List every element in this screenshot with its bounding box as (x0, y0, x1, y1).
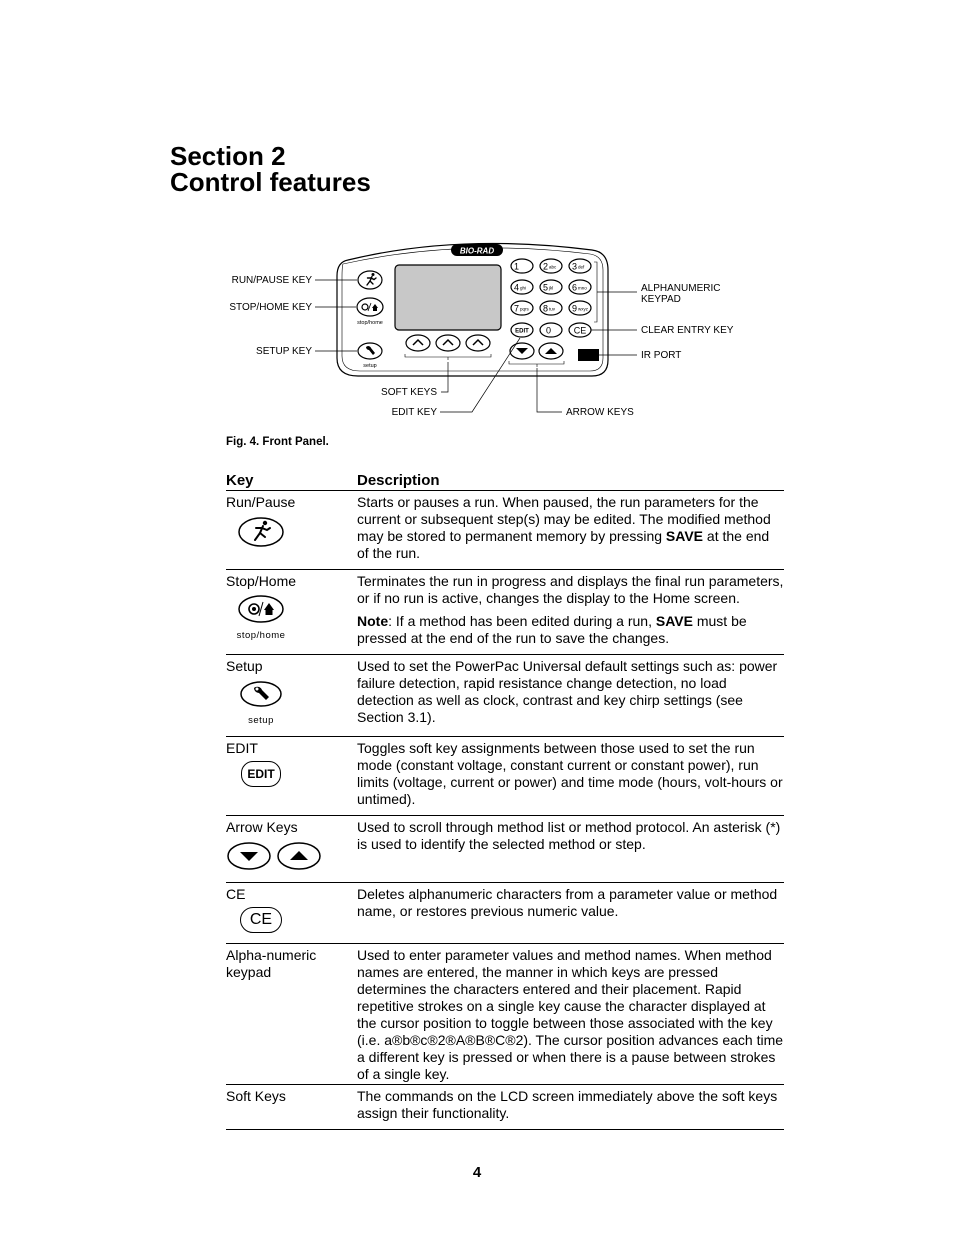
edit-key[interactable] (511, 323, 533, 337)
run-pause-key-icon (236, 515, 286, 549)
soft-key-1[interactable] (406, 335, 430, 351)
alphanumeric-keypad (511, 259, 591, 315)
keypad-digit: 9 (572, 303, 578, 314)
ir-port (578, 349, 599, 361)
stop-home-key[interactable] (357, 298, 383, 326)
keypad-letters: abc (549, 264, 557, 270)
setup-key-icon (236, 679, 286, 709)
stop-home-description: Terminates the run in progress and displays the final run parameters, or if no run is active, changes the display to the Home screen. (357, 573, 784, 606)
keypad-key-4[interactable] (511, 280, 533, 294)
keypad-digit: 2 (543, 261, 549, 272)
ir-port-callout: IR PORT (641, 350, 682, 361)
keypad-callout: KEYPAD (641, 294, 681, 305)
arrow-description: Used to scroll through method list or method protocol. An asterisk (*) is used to identify the selected method or step. (357, 819, 781, 852)
table-row (226, 655, 784, 737)
keypad-digit: 8 (543, 303, 549, 314)
table-row (226, 491, 784, 570)
keypad-letters: mno (578, 285, 587, 291)
figure-caption: Fig. 4. Front Panel. (226, 436, 329, 448)
setup-description: Used to set the PowerPac Universal default settings such as: power failure detection, rapid resistance change detection, no load detection as well as clock, contrast and key chirp settings (see Section 3.1). (357, 658, 778, 725)
key-name: Stop/Home (226, 573, 297, 589)
keypad-key-7[interactable] (511, 301, 533, 315)
keypad-key-1[interactable] (511, 259, 533, 273)
setup-callout: SETUP KEY (256, 346, 312, 357)
alpha-description: Used to enter parameter values and method names. When method names are entered, the manner in which keys are pressed determines the characters entered and their placement. Rapid repetitive strokes on a single key cause the character displayed at the cursor position to toggle between those associated with the key (i.e. a®b®c®2®A®B®C®2). The cursor position advances each time a different key is pressed or when there is a pause between strokes of a single key. (357, 947, 784, 1082)
section-number: Section 2 (170, 141, 286, 171)
soft-keys-callout: SOFT KEYS (381, 387, 437, 398)
soft-key-3[interactable] (466, 335, 490, 351)
stop-home-note: Note: If a method has been edited during a run, SAVE must be pressed at the end of the run to save the changes. (357, 613, 747, 646)
keypad-key-3[interactable] (569, 259, 591, 273)
key-name: Soft Keys (226, 1088, 286, 1104)
key-name: CE (226, 886, 246, 902)
key-name: Alpha-numeric keypad (226, 947, 317, 980)
table-row (226, 737, 784, 816)
key-name: Setup (226, 658, 263, 674)
setup-icon-label: setup (248, 715, 274, 726)
keypad-key-8[interactable] (540, 301, 562, 315)
keypad-key-9[interactable] (569, 301, 591, 315)
edit-key-callout: EDIT KEY (391, 407, 437, 418)
keypad-digit: 3 (572, 261, 578, 272)
table-row (226, 944, 784, 1085)
arrow-up-key[interactable] (539, 343, 563, 359)
stop-home-key-label: stop/home (357, 320, 383, 326)
arrow-keys-icon (226, 841, 322, 871)
keypad-key-6[interactable] (569, 280, 591, 294)
keypad-digit: 4 (514, 282, 520, 293)
edit-key-icon: EDIT (241, 761, 281, 787)
key-column-header: Key (226, 470, 357, 491)
alphanumeric-callout: ALPHANUMERIC (641, 283, 721, 294)
key-name: Run/Pause (226, 494, 296, 510)
run-pause-callout: RUN/PAUSE KEY (231, 275, 312, 286)
table-row (226, 1085, 784, 1130)
arrow-keys-callout: ARROW KEYS (566, 407, 634, 418)
table-row (226, 816, 784, 883)
description-column-header: Description (357, 470, 784, 491)
ce-description: Deletes alphanumeric characters from a parameter value or method name, or restores previous numeric value. (357, 886, 778, 919)
key-name: EDIT (226, 740, 258, 756)
keypad-letters: def (578, 264, 585, 270)
svg-text:BIO-RAD: BIO-RAD (459, 246, 495, 256)
soft-key-2[interactable] (436, 335, 460, 351)
table-header (226, 470, 784, 491)
edit-description: Toggles soft key assignments between those used to set the run mode (constant voltage, constant current or constant power), run limits (voltage, current or power) and time mode (hours, volt-hours or untimed). (357, 740, 783, 807)
soft-keys (406, 335, 490, 351)
keypad-letters: wxyz (578, 306, 588, 312)
soft-description: The commands on the LCD screen immediately above the soft keys assign their functionality. (357, 1088, 778, 1121)
setup-key-label: setup (363, 363, 377, 369)
keypad-digit: 5 (543, 282, 549, 293)
keypad-key-2[interactable] (540, 259, 562, 273)
front-panel-figure (220, 230, 760, 430)
key-name: Arrow Keys (226, 819, 298, 835)
table-row (226, 570, 784, 655)
keypad-letters: pqrs (520, 306, 529, 312)
edit-key-label: EDIT (515, 328, 529, 335)
section-heading (170, 143, 371, 195)
stop-home-callout: STOP/HOME KEY (229, 302, 312, 313)
keypad-letters: ghi (520, 285, 527, 291)
ce-key-icon: CE (240, 907, 282, 933)
zero-key-label: 0 (546, 325, 552, 336)
arrow-down-key[interactable] (510, 343, 534, 359)
zero-key[interactable] (540, 323, 562, 337)
ce-key-label: CE (573, 325, 587, 336)
lcd-screen (395, 265, 501, 330)
keypad-letters: jkl (549, 285, 554, 291)
clear-entry-callout: CLEAR ENTRY KEY (641, 325, 734, 336)
page-number: 4 (472, 1164, 482, 1181)
keypad-digit: 1 (514, 261, 520, 272)
clear-entry-key[interactable] (569, 323, 591, 337)
stop-home-icon-label: stop/home (236, 630, 286, 641)
bio-rad-logo (451, 244, 503, 256)
keypad-letters: tuv (549, 306, 556, 312)
stop-home-key-icon (236, 594, 286, 624)
table-row (226, 883, 784, 944)
run-pause-description: Starts or pauses a run. When paused, the run parameters for the current or subsequent step(s) may be edited. The modified method may be stored to permanent memory by pressing SAVE at the end of the run. (357, 494, 771, 561)
key-description-table (226, 470, 784, 1130)
keypad-digit: 6 (572, 282, 578, 293)
run-pause-key[interactable] (358, 271, 382, 289)
keypad-digit: 7 (514, 303, 520, 314)
keypad-key-5[interactable] (540, 280, 562, 294)
section-title: Control features (170, 167, 371, 197)
